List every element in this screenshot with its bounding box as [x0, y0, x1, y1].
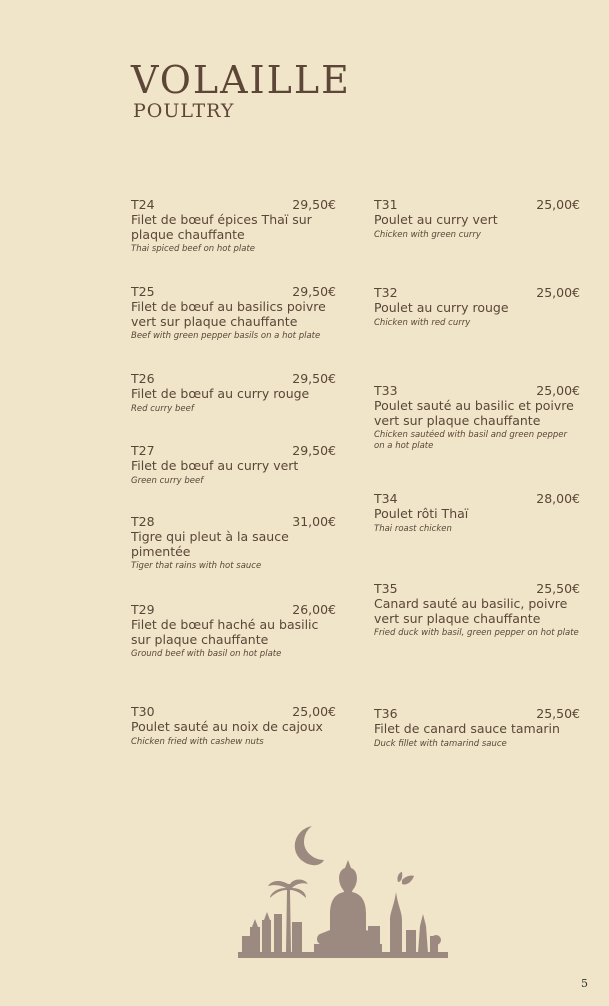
item-price: 25,50€	[536, 581, 580, 596]
menu-item-t34	[374, 492, 580, 534]
item-price: 29,50€	[292, 443, 336, 458]
item-description: Green curry beef	[131, 475, 204, 486]
item-price: 25,00€	[292, 704, 336, 719]
menu-item-t33	[374, 384, 580, 451]
item-code: T28	[131, 514, 155, 529]
item-price: 28,00€	[536, 491, 580, 506]
item-code: T33	[374, 383, 398, 398]
item-name: Filet de bœuf au curry rouge	[131, 386, 310, 401]
item-price: 29,50€	[292, 284, 336, 299]
menu-item-t25	[131, 285, 336, 342]
item-code: T36	[374, 706, 398, 721]
menu-item-t24	[131, 198, 336, 255]
item-name: Poulet au curry vert	[374, 212, 498, 227]
item-price: 31,00€	[292, 514, 336, 529]
item-name: Filet de bœuf au basilics poivre vert sur plaque chauffante	[131, 299, 326, 329]
thai-temple-buddha-moon-silhouette-icon	[230, 822, 455, 962]
item-price: 25,00€	[536, 285, 580, 300]
item-name: Filet de bœuf haché au basilic sur plaque chauffante	[131, 617, 319, 647]
item-price: 25,50€	[536, 706, 580, 721]
item-code: T32	[374, 285, 398, 300]
item-name: Tigre qui pleut à la sauce pimentée	[131, 529, 289, 559]
menu-item-t35	[374, 582, 580, 639]
item-name: Poulet au curry rouge	[374, 300, 509, 315]
item-code: T30	[131, 704, 155, 719]
item-name: Poulet sauté au basilic et poivre vert sur plaque chauffante	[374, 398, 574, 428]
item-name: Filet de bœuf au curry vert	[131, 458, 299, 473]
item-code: T29	[131, 602, 155, 617]
item-description: Tiger that rains with hot sauce	[131, 561, 262, 571]
item-price: 26,00€	[292, 602, 336, 617]
menu-item-t31	[374, 198, 580, 240]
item-description: Fried duck with basil, green pepper on hot plate	[374, 628, 579, 638]
page-title: VOLAILLE	[131, 58, 351, 102]
item-code: T24	[131, 197, 155, 212]
item-price: 29,50€	[292, 371, 336, 386]
item-code: T25	[131, 284, 155, 299]
menu-item-t27	[131, 444, 336, 486]
item-name: Canard sauté au basilic, poivre vert sur plaque chauffante	[374, 596, 568, 626]
item-price: 25,00€	[536, 383, 580, 398]
menu-item-t36	[374, 707, 580, 749]
menu-item-t28	[131, 515, 336, 572]
item-name: Poulet sauté au noix de cajoux	[131, 719, 323, 734]
item-description: Red curry beef	[131, 403, 194, 414]
item-name: Poulet rôti Thaï	[374, 506, 469, 521]
menu-item-t29	[131, 603, 336, 660]
item-price: 29,50€	[292, 197, 336, 212]
item-description: Chicken sautéed with basil and green pepper on a hot plate	[374, 430, 567, 451]
item-description: Duck fillet with tamarind sauce	[374, 738, 507, 749]
item-description: Chicken with green curry	[374, 229, 481, 240]
item-name: Filet de bœuf épices Thaï sur plaque chauffante	[131, 212, 312, 242]
menu-item-t32	[374, 286, 580, 328]
item-price: 25,00€	[536, 197, 580, 212]
page-number: 5	[581, 977, 588, 990]
item-description: Thai spiced beef on hot plate	[131, 244, 256, 254]
menu-item-t26	[131, 372, 336, 414]
item-description: Chicken with red curry	[374, 317, 471, 328]
item-code: T26	[131, 371, 155, 386]
item-code: T31	[374, 197, 398, 212]
item-code: T34	[374, 491, 398, 506]
item-description: Ground beef with basil on hot plate	[131, 649, 282, 659]
menu-item-t30	[131, 705, 336, 747]
item-code: T35	[374, 581, 398, 596]
item-description: Beef with green pepper basils on a hot plate	[131, 331, 321, 341]
item-code: T27	[131, 443, 155, 458]
item-description: Thai roast chicken	[374, 523, 452, 534]
page-subtitle: POULTRY	[133, 100, 235, 122]
item-description: Chicken fried with cashew nuts	[131, 736, 264, 747]
item-name: Filet de canard sauce tamarin	[374, 721, 560, 736]
